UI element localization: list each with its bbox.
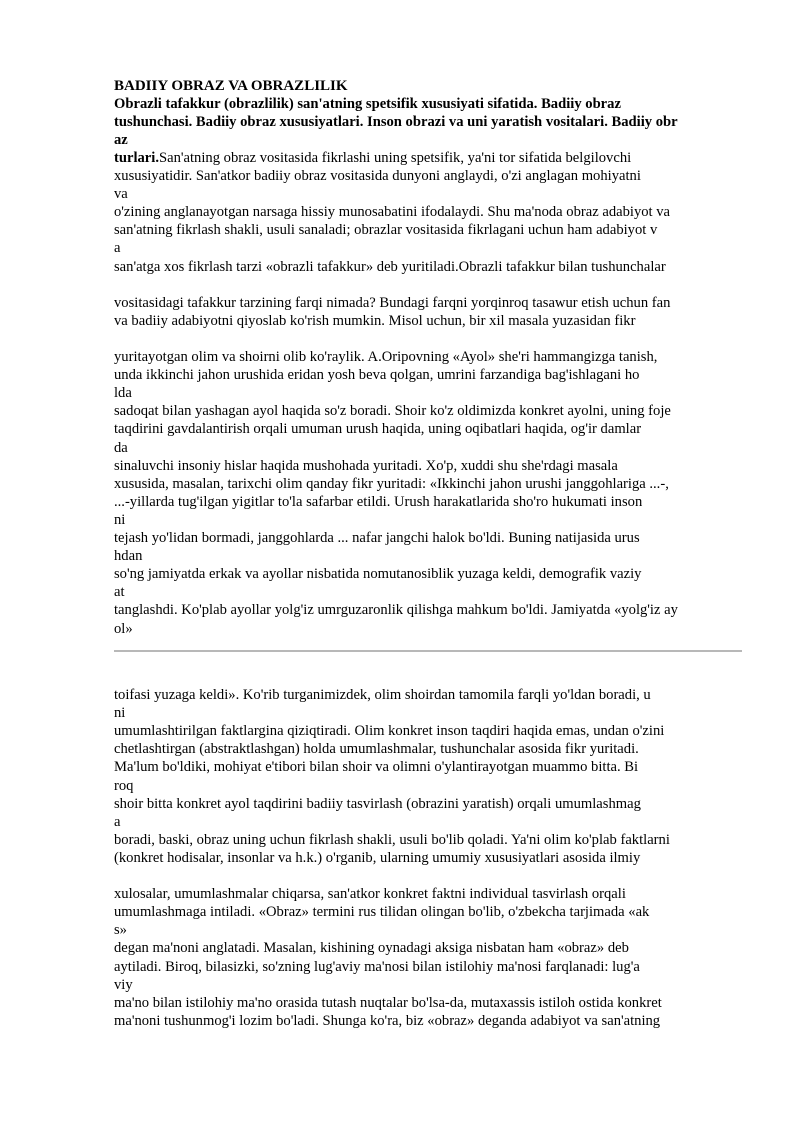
body-line: a bbox=[114, 813, 121, 830]
body-line: ol» bbox=[114, 620, 133, 637]
body-line: Ma'lum bo'ldiki, mohiyat e'tibori bilan shoir va olimni o'ylantirayotgan muammo bitta. Bi bbox=[114, 759, 639, 776]
body-line: at bbox=[114, 584, 125, 601]
body-line: sinaluvchi insoniy hislar haqida mushohada yuritadi. Xo'p, xuddi shu she'rdagi masala bbox=[114, 457, 618, 474]
body-line: ni bbox=[114, 511, 126, 528]
body-line: a bbox=[114, 240, 121, 257]
body-line: ...-yillarda tug'ilgan yigitlar to'la safarbar etildi. Urush harakatlarida sho'ro hukumati inson bbox=[114, 493, 643, 510]
document-title: BADIIY OBRAZ VA OBRAZLILIK bbox=[114, 78, 348, 94]
body-line: chetlashtirgan (abstraktlashgan) holda umumlashmalar, tushunchalar asosida fikr yuritadi. bbox=[114, 741, 639, 758]
body-line: lda bbox=[114, 385, 132, 402]
lead-line bbox=[114, 149, 631, 167]
page-divider bbox=[114, 650, 742, 652]
subtitle-line: az bbox=[114, 132, 128, 148]
body-line: xususida, masalan, tarixchi olim qanday fikr yuritadi: «Ikkinchi jahon urushi janggohlariga ...-, bbox=[114, 475, 669, 492]
body-line: ni bbox=[114, 705, 126, 722]
body-line: roq bbox=[114, 777, 134, 794]
body-line: boradi, baski, obraz uning uchun fikrlash shakli, usuli bo'lib qoladi. Ya'ni olim ko'plab faktlarni bbox=[114, 831, 670, 848]
body-line: aytiladi. Biroq, bilasizki, so'zning lug'aviy ma'nosi bilan istilohiy ma'nosi farqlanadi: lug'a bbox=[114, 958, 640, 975]
body-line: degan ma'noni anglatadi. Masalan, kishining oynadagi aksiga nisbatan ham «obraz» deb bbox=[114, 940, 629, 957]
body-line: viy bbox=[114, 976, 133, 993]
lead-rest: San'atning obraz vositasida fikrlashi uning spetsifik, ya'ni tor sifatida belgilovchi bbox=[159, 150, 632, 166]
body-line: unda ikkinchi jahon urushida eridan yosh beva qolgan, umrini farzandiga bag'ishlagani ho bbox=[114, 367, 640, 384]
body-line: san'atga xos fikrlash tarzi «obrazli tafakkur» deb yuritiladi.Obrazli tafakkur bilan tushunchalar bbox=[114, 258, 666, 275]
subtitle-line: tushunchasi. Badiiy obraz xususiyatlari. Inson obrazi va uni yaratish vositalari. Badiiy obr bbox=[114, 114, 678, 130]
body-line: va badiiy adabiyotni qiyoslab ko'rish mumkin. Misol uchun, bir xil masala yuzasidan fikr bbox=[114, 312, 636, 329]
body-line: xususiyatidir. San'atkor badiiy obraz vositasida dunyoni anglaydi, o'zi anglagan mohiyatni bbox=[114, 168, 641, 184]
body-line: umumlashmaga intiladi. «Obraz» termini rus tilidan olingan bo'lib, o'zbekcha tarjimada «ak bbox=[114, 904, 650, 921]
body-line: so'ng jamiyatda erkak va ayollar nisbatida nomutanosiblik yuzaga keldi, demografik vaziy bbox=[114, 566, 642, 583]
body-line: tejash yo'lidan bormadi, janggohlarda ... nafar jangchi halok bo'ldi. Buning natijasida urus bbox=[114, 530, 640, 546]
body-line: toifasi yuzaga keldi». Ko'rib turganimizdek, olim shoirdan tamomila farqli yo'ldan boradi, u bbox=[114, 687, 651, 703]
body-line: ma'no bilan istilohiy ma'no orasida tutash nuqtalar bo'lsa-da, mutaxassis istiloh ostida konkret bbox=[114, 994, 662, 1011]
body-line: o'zining anglanayotgan narsaga hissiy munosabatini ifodalaydi. Shu ma'noda obraz adabiyot va bbox=[114, 204, 671, 221]
body-line: xulosalar, umumlashmalar chiqarsa, san'atkor konkret faktni individual tasvirlash orqali bbox=[114, 886, 626, 903]
body-line: va bbox=[114, 186, 128, 203]
body-line: sadoqat bilan yashagan ayol haqida so'z boradi. Shoir ko'z oldimizda konkret ayolni, uning foje bbox=[114, 403, 671, 420]
body-line: yuritayotgan olim va shoirni olib ko'raylik. A.Oripovning «Ayol» she'ri hammangizga tanish, bbox=[114, 349, 658, 365]
subtitle-line: Obrazli tafakkur (obrazlilik) san'atning spetsifik xususiyati sifatida. Badiiy obraz bbox=[114, 96, 621, 112]
body-line: vositasidagi tafakkur tarzining farqi nimada? Bundagi farqni yorqinroq tasawur etish uchun fan bbox=[114, 294, 671, 311]
body-line: hdan bbox=[114, 548, 143, 565]
lead-bold: turlari. bbox=[114, 150, 159, 166]
body-line: taqdirini gavdalantirish orqali umuman urush haqida, uning oqibatlari haqida, og'ir damlar bbox=[114, 421, 642, 438]
body-line: shoir bitta konkret ayol taqdirini badiiy tasvirlash (obrazini yaratish) orqali umumlashmag bbox=[114, 795, 641, 812]
body-line: ma'noni tushunmog'i lozim bo'ladi. Shunga ko'ra, biz «obraz» deganda adabiyot va san'atning bbox=[114, 1012, 661, 1029]
body-line: da bbox=[114, 439, 128, 456]
body-line: tanglashdi. Ko'plab ayollar yolg'iz umrguzaronlik qilishga mahkum bo'ldi. Jamiyatda «yolg'iz ay bbox=[114, 602, 678, 619]
body-line: umumlashtirilgan faktlargina qiziqtiradi. Olim konkret inson taqdiri haqida emas, undan o'zini bbox=[114, 723, 665, 740]
body-line: (konkret hodisalar, insonlar va h.k.) o'rganib, ularning umumiy xususiyatlari asosida ilmiy bbox=[114, 849, 641, 866]
body-line: san'atning fikrlash shakli, usuli sanaladi; obrazlar vositasida fikrlagani uchun ham adabiyot v bbox=[114, 222, 658, 239]
body-line: s» bbox=[114, 922, 127, 939]
